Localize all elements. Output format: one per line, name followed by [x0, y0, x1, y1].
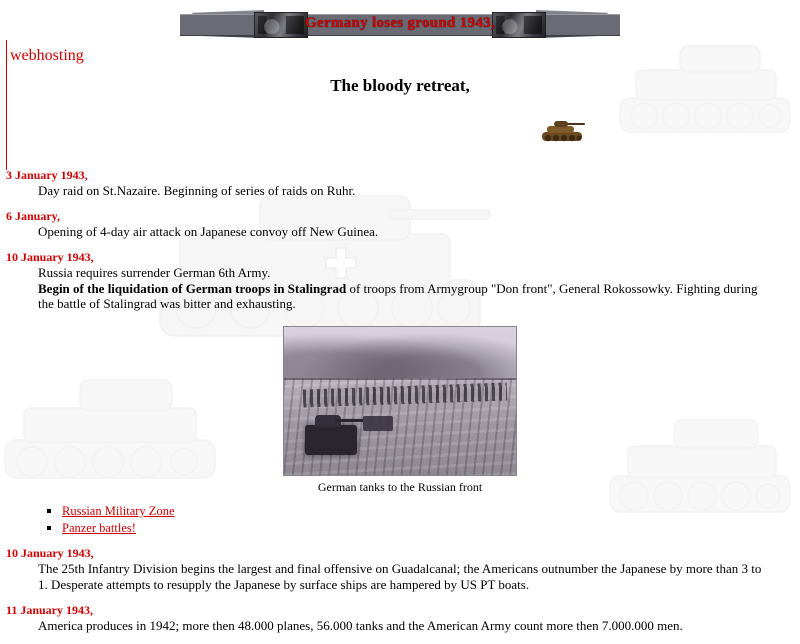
figure-tank-foreground [305, 425, 357, 455]
entry-text: Day raid on St.Nazaire. Beginning of series of raids on Ruhr. [38, 183, 356, 198]
entry-5 [0, 603, 800, 634]
article-content [0, 168, 800, 644]
figure-image [283, 326, 517, 476]
entry-date: 10 January 1943, [6, 546, 94, 561]
entry-text: Opening of 4-day air attack on Japanese convoy off New Guinea. [38, 223, 379, 239]
entry-text: The 25th Infantry Division begins the largest and final offensive on Guadalcanal; the Americans outnumber the Japanese by more than 3 to 1. Desperate attempts to resupply the Japanese by surface ships are hampered by US PT boats. [38, 561, 762, 593]
figure-tank-middle [363, 416, 393, 431]
entry-bold-rest: of troops from Armygroup "Don front", General Rokossowky. Fighting during the battle of Stalingrad was bitter and exhausting. [38, 280, 758, 312]
list-item [62, 503, 800, 519]
figure-dust [284, 327, 516, 377]
link-russian-military-zone[interactable]: Russian Military Zone [62, 504, 175, 519]
entry-date: 6 January, [6, 208, 61, 223]
webhosting-label: webhosting [10, 47, 84, 64]
entry-3 [0, 250, 800, 313]
banner-title: Germany loses ground 1943, [304, 15, 496, 31]
related-links-list [0, 503, 800, 536]
page-title: The bloody retreat, [330, 76, 470, 95]
entry-date: 10 January 1943, [6, 249, 94, 264]
entry-2 [0, 209, 800, 240]
entry-4 [0, 546, 800, 593]
entry-1 [0, 168, 800, 199]
tank-icon [540, 118, 588, 144]
entry-bold-lead: Begin of the liquidation of German troops in Stalingrad [38, 280, 347, 296]
figure-german-tanks [0, 326, 800, 495]
list-item [62, 520, 800, 536]
entry-text-line1: Russia requires surrender German 6th Army. [38, 264, 271, 280]
page-banner [0, 6, 800, 46]
left-red-rule [6, 40, 7, 170]
figure-caption: German tanks to the Russian front [317, 480, 483, 495]
entry-date: 11 January 1943, [6, 603, 94, 618]
entry-text-stalingrad [38, 281, 800, 313]
entry-text: America produces in 1942; more then 48.000 planes, 56.000 tanks and the American Army count more then 7.000.000 men. [38, 618, 683, 634]
entry-date: 3 January 1943, [6, 168, 88, 182]
link-panzer-battles[interactable]: Panzer battles! [62, 521, 136, 536]
